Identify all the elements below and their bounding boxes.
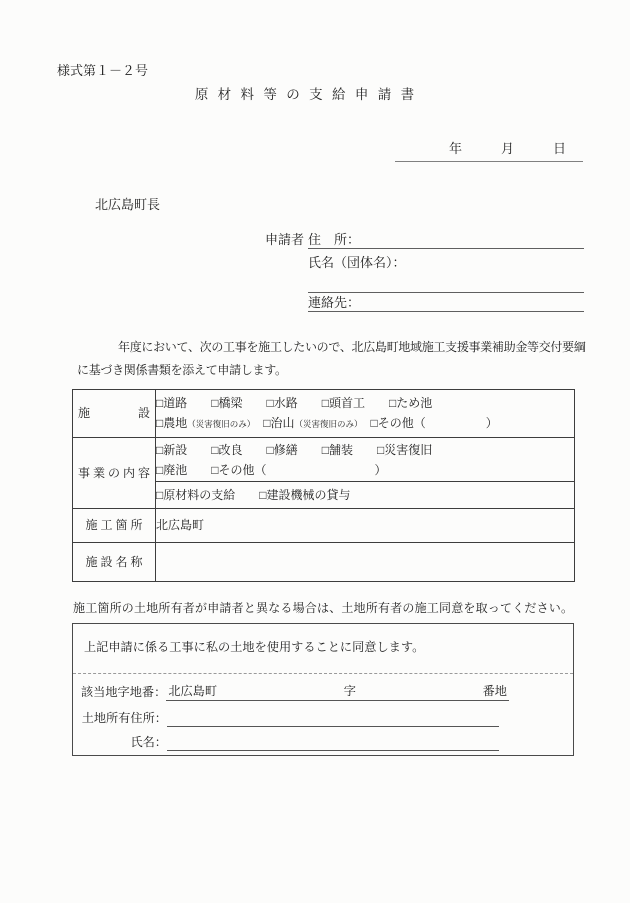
project-options-line2: □廃池 □その他（ ） (156, 462, 387, 477)
supply-options-cell (156, 482, 575, 509)
lot-number-field (166, 682, 509, 701)
landowner-address-row (81, 701, 499, 727)
landowner-consent-box (72, 623, 574, 756)
project-options-cell (156, 438, 575, 482)
statement-line-1: 年度において、次の工事を施工したいので、北広島町地域施工支援事業補助金等交付要綱 (118, 340, 586, 354)
statement-line-2: に基づき関係書類を添えて申請します。 (77, 363, 287, 377)
forest-note: （災害復旧のみ） (294, 419, 363, 429)
facility-row (73, 390, 575, 438)
applicant-name-label-row (308, 249, 584, 275)
landowner-name-field (167, 732, 499, 751)
applicant-fields (308, 231, 584, 312)
applicant-name-field (308, 275, 584, 293)
facility-header: 施 設 (73, 390, 156, 438)
facility-options-line2 (156, 413, 574, 434)
construction-location-header: 施 工 箇 所 (73, 509, 156, 543)
farmland-note: （災害復旧のみ） (187, 419, 256, 429)
checkbox-farmland: □農地 (156, 416, 188, 430)
lot-number-label: 該当地字地番： (81, 685, 167, 699)
consent-statement: 上記申請に係る工事に私の土地を使用することに同意します。 (84, 640, 425, 654)
checkbox-forest: □治山 (263, 416, 295, 430)
work-details-table (72, 389, 575, 582)
applicant-address-field (308, 231, 584, 249)
landowner-address-field (167, 708, 499, 727)
form-number: 様式第１－２号 (57, 63, 149, 78)
name-label: 氏名（団体名）： (308, 255, 406, 270)
project-content-header: 事 業 の 内 容 (73, 438, 156, 509)
project-content-row (73, 438, 575, 482)
lot-banchi-label: 番地 (482, 684, 507, 698)
address-label: 住 所： (308, 232, 361, 247)
facility-name-row (73, 543, 575, 582)
project-options-line1: □新設 □改良 □修繕 □舗装 □災害復旧 (156, 442, 433, 457)
applicant-label: 申請者 (265, 232, 305, 247)
contact-label: 連絡先： (308, 295, 361, 310)
supply-options-line: □原材料の支給 □建設機械の貸与 (156, 488, 351, 502)
landowner-name-label: 氏名： (130, 735, 167, 749)
lot-number-row (81, 674, 509, 701)
construction-location-value: 北広島町 (156, 509, 575, 543)
application-statement (77, 336, 587, 382)
facility-name-header: 施 設 名 称 (73, 543, 156, 582)
lot-town: 北広島町 (168, 684, 218, 698)
facility-options-line1: □道路 □橋梁 □水路 □頭首工 □ため池 (156, 396, 433, 410)
facility-name-value (156, 543, 575, 582)
addressee: 北広島町長 (95, 197, 161, 212)
applicant-section (265, 231, 584, 312)
landowner-name-row (81, 727, 499, 751)
lot-aza-label: 字 (343, 684, 356, 698)
applicant-contact-field (308, 293, 584, 312)
checkbox-facility-other: □その他（ ） (370, 416, 498, 430)
document-title: 原 材 料 等 の 支 給 申 請 書 (194, 87, 418, 102)
facility-options-cell (156, 390, 575, 438)
date-field: 年 月 日 (395, 140, 583, 162)
landowner-address-label: 土地所有住所： (81, 711, 167, 725)
landowner-consent-note: 施工箇所の土地所有者が申請者と異なる場合は、土地所有者の施工同意を取ってください。 (73, 601, 574, 615)
construction-location-row (73, 509, 575, 543)
